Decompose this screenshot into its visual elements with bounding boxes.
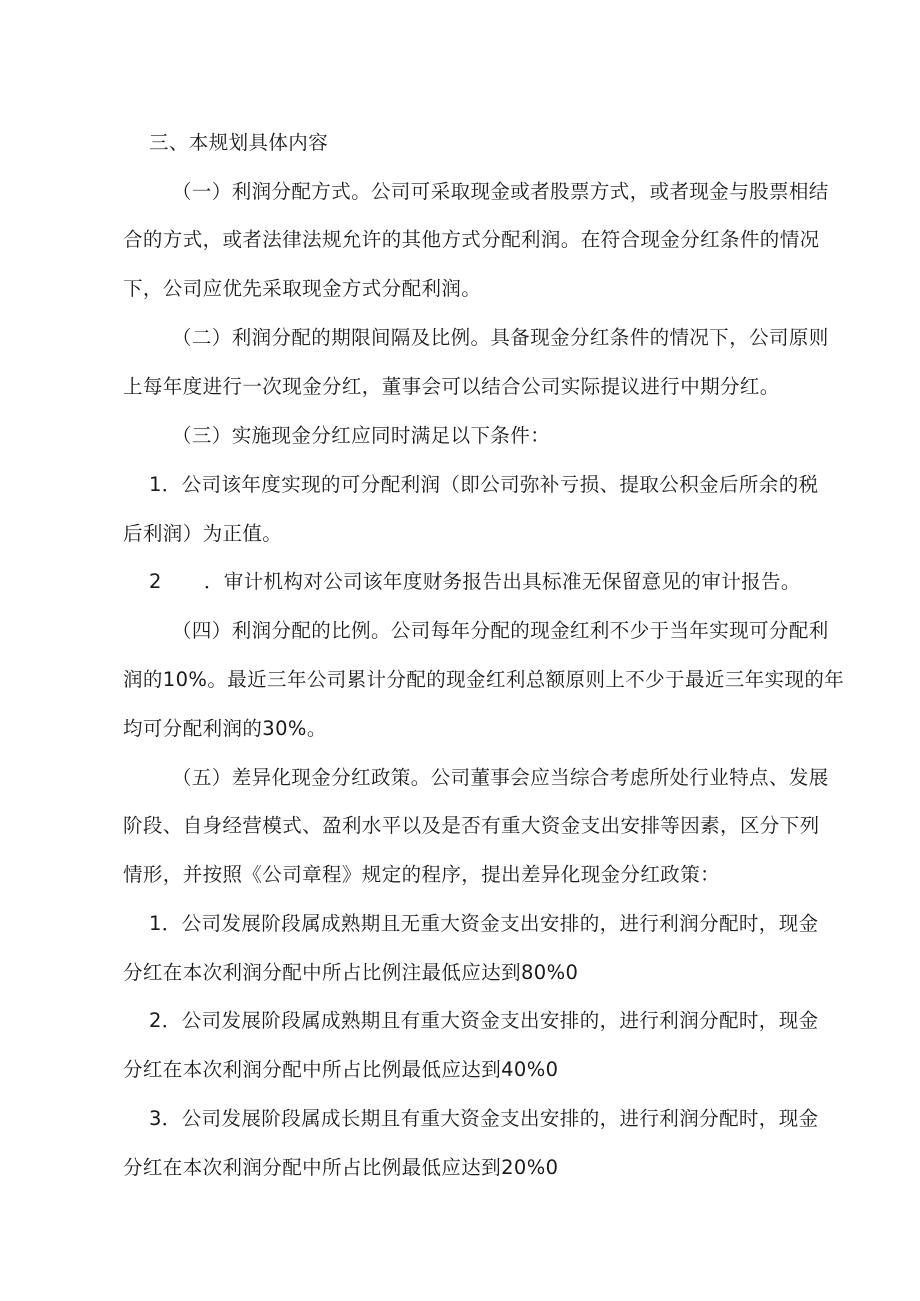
- paragraph-2-line-1: （二）利润分配的期限间隔及比例。具备现金分红条件的情况下，公司原则: [172, 326, 829, 349]
- condition-2-number: 2: [149, 570, 162, 593]
- paragraph-1-line-2: 合的方式，或者法律法规允许的其他方式分配利润。在符合现金分红条件的情况: [123, 228, 820, 251]
- paragraph-4-line-1: （四）利润分配的比例。公司每年分配的现金红利不少于当年实现可分配利: [172, 619, 829, 642]
- paragraph-5-line-2: 阶段、自身经营模式、盈利水平以及是否有重大资金支出安排等因素，区分下列: [123, 814, 820, 837]
- condition-1-line-1: 1．公司该年度实现的可分配利润（即公司弥补亏损、提取公积金后所余的税: [149, 473, 819, 496]
- condition-2-text: ．审计机构对公司该年度财务报告出具标准无保留意见的审计报告。: [203, 570, 801, 593]
- item-3-line-1: 3．公司发展阶段属成长期且有重大资金支出安排的，进行利润分配时，现金: [149, 1107, 819, 1130]
- paragraph-3-line-1: （三）实施现金分红应同时满足以下条件：: [172, 424, 551, 447]
- paragraph-2-line-2: 上每年度进行一次现金分红，董事会可以结合公司实际提议进行中期分红。: [123, 375, 780, 398]
- section-heading: 三、本规划具体内容: [149, 131, 329, 154]
- condition-2: [149, 568, 801, 596]
- item-2-line-1: 2．公司发展阶段属成熟期且有重大资金支出安排的，进行利润分配时，现金: [149, 1009, 819, 1032]
- paragraph-1-line-3: 下，公司应优先采取现金方式分配利润。: [123, 277, 482, 300]
- condition-1-line-2: 后利润）为正值。: [123, 522, 283, 545]
- item-1-line-1: 1．公司发展阶段属成熟期且无重大资金支出安排的，进行利润分配时，现金: [149, 912, 819, 935]
- item-2-line-2: 分红在本次利润分配中所占比例最低应达到40%0: [123, 1058, 559, 1081]
- item-3-line-2: 分红在本次利润分配中所占比例最低应达到20%0: [123, 1156, 559, 1179]
- paragraph-5-line-1: （五）差异化现金分红政策。公司董事会应当综合考虑所处行业特点、发展: [172, 766, 829, 789]
- paragraph-4-line-2: 润的10%。最近三年公司累计分配的现金红利总额原则上不少于最近三年实现的年: [123, 668, 845, 691]
- paragraph-4-line-3: 均可分配利润的30%。: [123, 717, 327, 740]
- paragraph-5-line-3: 情形，并按照《公司章程》规定的程序，提出差异化现金分红政策：: [123, 863, 721, 886]
- item-1-line-2: 分红在本次利润分配中所占比例注最低应达到80%0: [123, 961, 579, 984]
- paragraph-1-line-1: （一）利润分配方式。公司可采取现金或者股票方式，或者现金与股票相结: [172, 180, 829, 203]
